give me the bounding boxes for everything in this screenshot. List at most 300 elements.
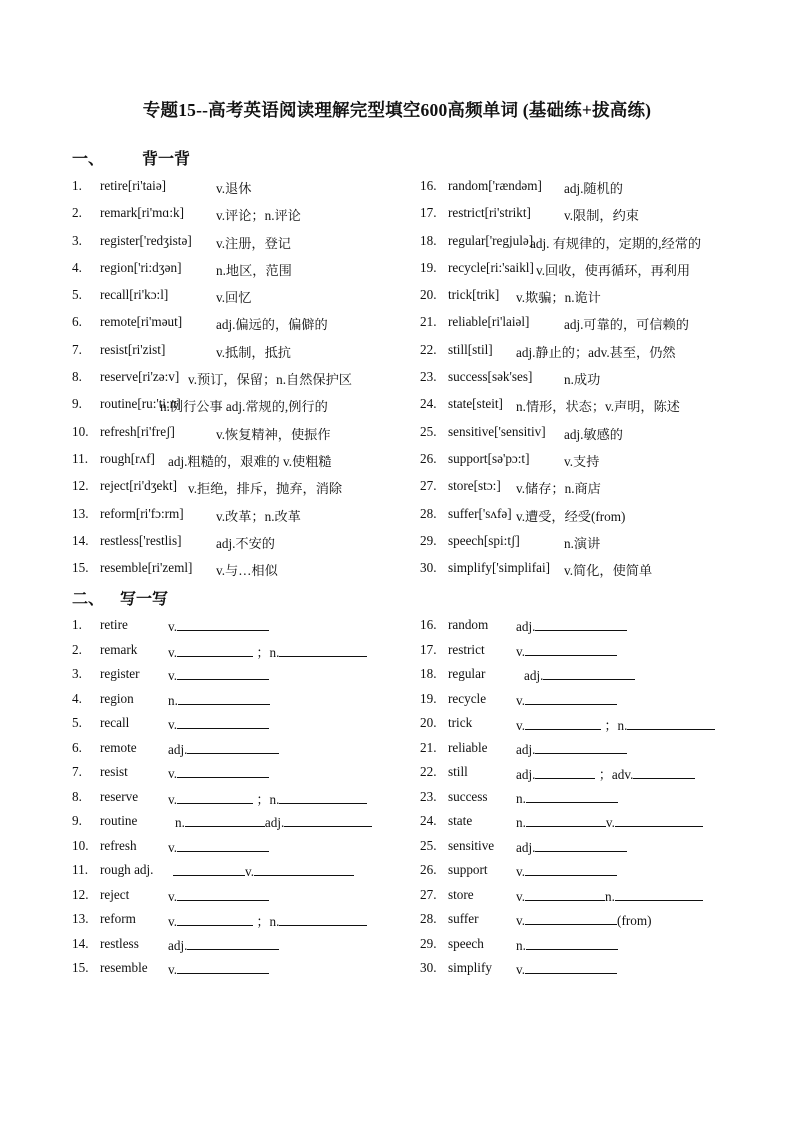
vocab-definition: v.简化，使简单 xyxy=(564,563,653,579)
vocab-row xyxy=(420,478,750,505)
vocab-row xyxy=(72,233,402,260)
pos-label: v. xyxy=(245,864,255,879)
item-number: 17. xyxy=(420,205,437,221)
item-number: 29. xyxy=(420,532,437,548)
answer-area xyxy=(168,887,269,905)
item-number: 22. xyxy=(420,341,437,357)
pos-label: v. xyxy=(168,962,178,977)
item-number: 22. xyxy=(420,764,437,779)
answer-area xyxy=(168,617,269,635)
vocab-word: random['rændəm] xyxy=(448,178,542,193)
pos-label: adj. xyxy=(516,741,536,757)
vocab-definition: n.例行公事 adj.常规的,例行的 xyxy=(160,399,328,415)
exercise-row xyxy=(72,666,402,691)
answer-blank[interactable] xyxy=(177,790,253,804)
item-number: 27. xyxy=(420,886,437,902)
vocab-row xyxy=(420,560,750,587)
answer-blank[interactable] xyxy=(279,912,367,926)
item-number: 5. xyxy=(72,715,82,730)
answer-area xyxy=(516,911,651,929)
answer-blank[interactable] xyxy=(615,813,703,827)
answer-area xyxy=(516,740,627,758)
exercise-word: remark xyxy=(100,641,138,657)
pos-label: n. xyxy=(168,692,178,708)
item-number: 17. xyxy=(420,641,437,657)
vocab-definition: adj.静止的；adv.甚至，仍然 xyxy=(516,344,676,360)
vocab-row xyxy=(420,233,750,260)
vocab-word: routine[ru:'ti:n] xyxy=(100,396,181,412)
answer-blank[interactable] xyxy=(535,765,595,779)
vocab-row xyxy=(72,478,402,505)
item-number: 6. xyxy=(72,314,82,330)
answer-area xyxy=(516,715,715,734)
exercise-row xyxy=(420,617,750,642)
pos-label: v. xyxy=(516,913,526,928)
answer-blank[interactable] xyxy=(525,960,617,974)
item-number: 15. xyxy=(72,560,89,576)
answer-blank[interactable] xyxy=(279,790,367,804)
vocab-word: recall[ri'kɔ:l] xyxy=(100,287,169,303)
exercise-row xyxy=(72,789,402,814)
answer-area xyxy=(516,838,627,856)
exercise-row xyxy=(420,862,750,887)
answer-area xyxy=(516,789,618,807)
pos-label: v. xyxy=(516,888,526,904)
pos-label: v. xyxy=(168,766,178,781)
answer-blank[interactable] xyxy=(633,765,695,779)
answer-area xyxy=(173,862,354,880)
exercise-word: resist xyxy=(100,764,128,779)
item-number: 19. xyxy=(420,690,437,706)
vocab-row xyxy=(72,424,402,451)
vocab-definition: v.恢复精神，使振作 xyxy=(216,426,331,442)
item-number: 30. xyxy=(420,560,437,576)
vocab-definition: n.演讲 xyxy=(564,535,601,551)
vocab-row xyxy=(72,205,402,232)
item-number: 11. xyxy=(72,862,88,877)
exercise-row xyxy=(72,740,402,765)
exercise-row xyxy=(72,911,402,936)
answer-blank[interactable] xyxy=(187,936,279,950)
vocab-definition: v.储存；n.商店 xyxy=(516,481,601,497)
vocab-definition: n.成功 xyxy=(564,372,601,388)
section-label: 写一写 xyxy=(120,591,169,608)
item-number: 9. xyxy=(72,813,82,828)
section-write-heading xyxy=(72,586,168,609)
exercise-row xyxy=(420,764,750,789)
answer-blank[interactable] xyxy=(177,715,269,729)
pos-label: v. xyxy=(516,962,526,977)
vocab-row xyxy=(420,451,750,478)
answer-blank[interactable] xyxy=(615,887,703,901)
answer-area xyxy=(168,764,269,782)
pos-label: adj. xyxy=(524,668,544,683)
pos-label: v. xyxy=(168,668,178,683)
vocab-definition: v.改革；n.改革 xyxy=(216,508,301,524)
answer-area xyxy=(516,617,627,635)
vocab-row xyxy=(72,451,402,478)
item-number: 14. xyxy=(72,532,89,548)
answer-area xyxy=(168,715,269,733)
item-number: 30. xyxy=(420,960,437,975)
vocab-row xyxy=(420,342,750,369)
exercise-word: trick xyxy=(448,715,473,730)
exercise-word: recall xyxy=(100,715,130,730)
pos-label: ；n. xyxy=(256,791,280,807)
answer-blank[interactable] xyxy=(279,643,367,657)
exercise-row xyxy=(72,691,402,716)
answer-blank[interactable] xyxy=(177,887,269,901)
answer-area xyxy=(168,740,279,758)
exercise-word: random xyxy=(448,617,489,632)
answer-blank[interactable] xyxy=(526,813,606,827)
item-number: 13. xyxy=(72,911,89,926)
exercise-word: resemble xyxy=(100,960,148,975)
answer-blank[interactable] xyxy=(177,960,269,974)
vocab-row xyxy=(72,506,402,533)
vocab-definition: adj.偏远的，偏僻的 xyxy=(216,317,328,333)
vocab-definition: v.预订，保留；n.自然保护区 xyxy=(188,372,352,388)
vocab-definition: v.遭受，经受(from) xyxy=(516,508,626,524)
exercise-word: still xyxy=(448,764,468,779)
vocab-row xyxy=(420,533,750,560)
vocab-row xyxy=(420,396,750,423)
vocab-word: resemble[ri'zeml] xyxy=(100,560,193,576)
answer-blank[interactable] xyxy=(525,716,601,730)
pos-label: n. xyxy=(516,790,526,806)
item-number: 6. xyxy=(72,739,82,755)
pos-label: ；n. xyxy=(256,644,280,660)
answer-blank[interactable] xyxy=(185,813,265,827)
answer-area xyxy=(516,887,703,905)
answer-area xyxy=(168,960,269,978)
vocab-word: restless['restlis] xyxy=(100,532,182,548)
vocab-row xyxy=(420,287,750,314)
exercise-row xyxy=(420,887,750,912)
answer-blank[interactable] xyxy=(525,691,617,705)
exercise-word: routine xyxy=(100,813,138,828)
recite-list-right xyxy=(420,178,750,587)
vocab-definition: v.退休 xyxy=(216,181,252,196)
vocab-row xyxy=(420,506,750,533)
vocab-definition: adj.敏感的 xyxy=(564,426,623,442)
vocab-word: speech[spi:tʃ] xyxy=(448,532,520,548)
answer-area xyxy=(168,789,367,808)
vocab-word: reject[ri'dʒekt] xyxy=(100,478,178,494)
answer-blank[interactable] xyxy=(177,764,269,778)
answer-blank[interactable] xyxy=(254,862,354,876)
item-number: 4. xyxy=(72,259,82,275)
exercise-word: reject xyxy=(100,886,130,902)
answer-area xyxy=(516,936,618,954)
item-number: 12. xyxy=(72,886,89,902)
answer-blank[interactable] xyxy=(543,666,635,680)
vocab-row xyxy=(72,396,402,423)
answer-blank[interactable] xyxy=(525,642,617,656)
exercise-word: store xyxy=(448,886,474,902)
vocab-row xyxy=(420,314,750,341)
exercise-word: register xyxy=(100,666,140,681)
item-number: 10. xyxy=(72,837,89,853)
item-number: 5. xyxy=(72,287,82,303)
vocab-word: simplify['simplifai] xyxy=(448,560,551,576)
pos-label: (from) xyxy=(617,913,652,928)
exercise-word: reform xyxy=(100,911,136,926)
exercise-word: recycle xyxy=(448,690,487,706)
pos-label: ；n. xyxy=(604,718,628,733)
vocab-word: recycle[ri:'saikl] xyxy=(448,259,534,275)
item-number: 1. xyxy=(72,178,82,193)
recite-list-left xyxy=(72,178,402,587)
item-number: 29. xyxy=(420,935,437,951)
write-list-right xyxy=(420,617,750,985)
exercise-row xyxy=(420,789,750,814)
answer-blank[interactable] xyxy=(525,862,617,876)
vocab-definition: adj.随机的 xyxy=(564,181,623,196)
item-number: 15. xyxy=(72,960,89,975)
exercise-word: success xyxy=(448,788,488,804)
page-title: 专题15--高考英语阅读理解完型填空600高频单词 (基础练+拔高练) xyxy=(142,100,652,120)
item-number: 23. xyxy=(420,788,437,804)
exercise-row xyxy=(420,911,750,936)
pos-label: v. xyxy=(516,864,526,879)
section-number: 一、 xyxy=(72,151,105,168)
item-number: 18. xyxy=(420,666,437,681)
item-number: 24. xyxy=(420,396,437,412)
item-number: 16. xyxy=(420,178,437,193)
exercise-word: rough adj. xyxy=(100,862,154,877)
vocab-row xyxy=(72,260,402,287)
vocab-definition: v.限制，约束 xyxy=(564,208,639,224)
vocab-word: retire[ri'taiə] xyxy=(100,178,167,193)
answer-blank[interactable] xyxy=(177,838,269,852)
answer-blank[interactable] xyxy=(535,617,627,631)
exercise-word: simplify xyxy=(448,960,492,975)
answer-blank[interactable] xyxy=(173,862,245,876)
pos-label: v. xyxy=(516,643,526,659)
vocab-row xyxy=(420,369,750,396)
vocab-row xyxy=(72,369,402,396)
answer-blank[interactable] xyxy=(178,691,270,705)
pos-label: adj. xyxy=(516,767,536,782)
item-number: 10. xyxy=(72,423,89,439)
exercise-word: speech xyxy=(448,935,484,951)
answer-blank[interactable] xyxy=(177,643,253,657)
vocab-row xyxy=(72,178,402,205)
answer-blank[interactable] xyxy=(177,666,269,680)
item-number: 4. xyxy=(72,690,82,706)
vocab-definition: adj.可靠的，可信赖的 xyxy=(564,317,689,333)
exercise-row xyxy=(420,715,750,740)
answer-blank[interactable] xyxy=(526,936,618,950)
item-number: 26. xyxy=(420,450,437,466)
pos-label: v. xyxy=(168,839,178,855)
pos-label: v. xyxy=(168,619,178,634)
exercise-row xyxy=(420,666,750,691)
item-number: 12. xyxy=(72,478,89,494)
section-label: 背一背 xyxy=(142,151,191,168)
answer-blank[interactable] xyxy=(525,911,617,925)
answer-blank[interactable] xyxy=(177,617,269,631)
vocab-word: reliable[ri'laiəl] xyxy=(448,314,530,330)
pos-label: v. xyxy=(168,888,178,904)
item-number: 3. xyxy=(72,666,82,681)
exercise-word: remote xyxy=(100,739,137,755)
vocab-definition: v.与…相似 xyxy=(216,563,278,579)
item-number: 2. xyxy=(72,205,82,221)
exercise-row xyxy=(72,813,402,838)
answer-blank[interactable] xyxy=(284,813,372,827)
item-number: 25. xyxy=(420,837,437,853)
item-number: 7. xyxy=(72,341,82,357)
exercise-word: refresh xyxy=(100,837,137,853)
pos-label: adj. xyxy=(516,839,536,855)
vocab-definition: v.回收，使再循环，再利用 xyxy=(536,262,691,278)
exercise-word: reliable xyxy=(448,739,488,755)
pos-label: adj. xyxy=(168,937,188,953)
write-list-left xyxy=(72,617,402,985)
answer-blank[interactable] xyxy=(187,740,279,754)
pos-label: ；n. xyxy=(256,914,280,929)
vocab-word: remote[ri'məut] xyxy=(100,314,183,330)
pos-label: adj. xyxy=(264,815,285,830)
vocab-row xyxy=(72,287,402,314)
answer-blank[interactable] xyxy=(535,838,627,852)
item-number: 13. xyxy=(72,505,89,521)
item-number: 3. xyxy=(72,232,82,248)
pos-label: n. xyxy=(516,815,526,830)
vocab-word: sensitive['sensitiv] xyxy=(448,423,546,439)
vocab-word: refresh[ri'freʃ] xyxy=(100,423,175,439)
exercise-word: reserve xyxy=(100,788,139,804)
answer-blank[interactable] xyxy=(526,789,618,803)
vocab-row xyxy=(72,314,402,341)
exercise-row xyxy=(420,813,750,838)
vocab-word: restrict[ri'strikt] xyxy=(448,205,531,221)
answer-area xyxy=(516,960,617,978)
vocab-row xyxy=(72,533,402,560)
answer-area xyxy=(168,666,269,684)
item-number: 1. xyxy=(72,617,82,632)
item-number: 14. xyxy=(72,935,89,951)
exercise-row xyxy=(72,838,402,863)
exercise-word: retire xyxy=(100,617,128,632)
pos-label: v. xyxy=(516,718,526,733)
exercise-word: restless xyxy=(100,935,139,951)
vocab-definition: v.评论；n.评论 xyxy=(216,208,301,224)
vocab-row xyxy=(420,424,750,451)
answer-area xyxy=(168,691,270,709)
vocab-word: state[steit] xyxy=(448,396,503,412)
answer-area xyxy=(168,936,279,954)
pos-label: v. xyxy=(168,914,178,929)
vocab-word: success[sək'ses] xyxy=(448,369,533,385)
vocab-definition: adj.粗糙的，艰难的 v.使粗糙 xyxy=(168,453,332,469)
vocab-definition: v.拒绝，排斥，抛弃，消除 xyxy=(188,481,343,497)
vocab-word: still[stil] xyxy=(448,341,493,357)
exercise-word: regular xyxy=(448,666,486,681)
vocab-row xyxy=(420,205,750,232)
pos-label: n. xyxy=(605,888,615,904)
vocab-word: trick[trik] xyxy=(448,287,500,303)
exercise-row xyxy=(72,936,402,961)
exercise-row xyxy=(72,764,402,789)
answer-area xyxy=(516,764,695,783)
pos-label: n. xyxy=(516,937,526,953)
answer-blank[interactable] xyxy=(535,740,627,754)
vocab-definition: v.注册，登记 xyxy=(216,235,291,251)
pos-label: v. xyxy=(168,644,178,660)
answer-area xyxy=(516,642,617,660)
exercise-word: restrict xyxy=(448,641,485,657)
item-number: 24. xyxy=(420,813,437,828)
pos-label: ；adv. xyxy=(598,767,634,782)
item-number: 19. xyxy=(420,259,437,275)
pos-label: adj. xyxy=(168,741,188,757)
answer-blank[interactable] xyxy=(177,912,253,926)
vocab-definition: n.地区，范围 xyxy=(216,262,292,278)
item-number: 26. xyxy=(420,862,437,877)
item-number: 11. xyxy=(72,450,88,466)
vocab-definition: n.情形，状态；v.声明，陈述 xyxy=(516,399,680,415)
answer-area xyxy=(516,691,617,709)
item-number: 2. xyxy=(72,641,82,657)
vocab-word: region['ri:dʒən] xyxy=(100,259,182,275)
vocab-word: register['redʒistə] xyxy=(100,232,192,248)
exercise-row xyxy=(72,715,402,740)
item-number: 23. xyxy=(420,369,437,385)
exercise-row xyxy=(420,740,750,765)
item-number: 28. xyxy=(420,505,437,521)
answer-area xyxy=(168,911,367,930)
answer-area xyxy=(168,838,269,856)
answer-area xyxy=(168,642,367,661)
exercise-row xyxy=(72,862,402,887)
answer-area xyxy=(516,813,703,831)
item-number: 25. xyxy=(420,423,437,439)
vocab-definition: adj. 有规律的，定期的,经常的 xyxy=(530,235,702,251)
item-number: 18. xyxy=(420,232,437,248)
exercise-row xyxy=(72,642,402,667)
exercise-row xyxy=(72,960,402,985)
vocab-definition: v.欺骗；n.诡计 xyxy=(516,290,601,306)
vocab-definition: v.支持 xyxy=(564,453,600,469)
item-number: 16. xyxy=(420,617,437,632)
item-number: 21. xyxy=(420,314,437,330)
item-number: 21. xyxy=(420,739,437,755)
vocab-row xyxy=(420,178,750,205)
vocab-definition: v.回忆 xyxy=(216,290,252,306)
item-number: 8. xyxy=(72,788,82,804)
vocab-word: reform[ri'fɔ:rm] xyxy=(100,505,184,521)
answer-blank[interactable] xyxy=(627,716,715,730)
exercise-row xyxy=(420,838,750,863)
vocab-definition: v.抵制，抵抗 xyxy=(216,344,291,360)
exercise-word: suffer xyxy=(448,911,479,926)
vocab-word: remark[ri'mɑ:k] xyxy=(100,205,184,221)
item-number: 20. xyxy=(420,715,437,730)
vocab-word: store[stɔ:] xyxy=(448,478,501,494)
item-number: 9. xyxy=(72,396,82,412)
vocab-word: regular['regjulə] xyxy=(448,232,534,248)
vocab-word: reserve[ri'zə:v] xyxy=(100,369,180,385)
answer-area xyxy=(516,862,617,880)
answer-blank[interactable] xyxy=(525,887,605,901)
pos-label: v. xyxy=(516,692,526,708)
item-number: 20. xyxy=(420,287,437,303)
vocab-row xyxy=(72,560,402,587)
exercise-word: region xyxy=(100,690,134,706)
